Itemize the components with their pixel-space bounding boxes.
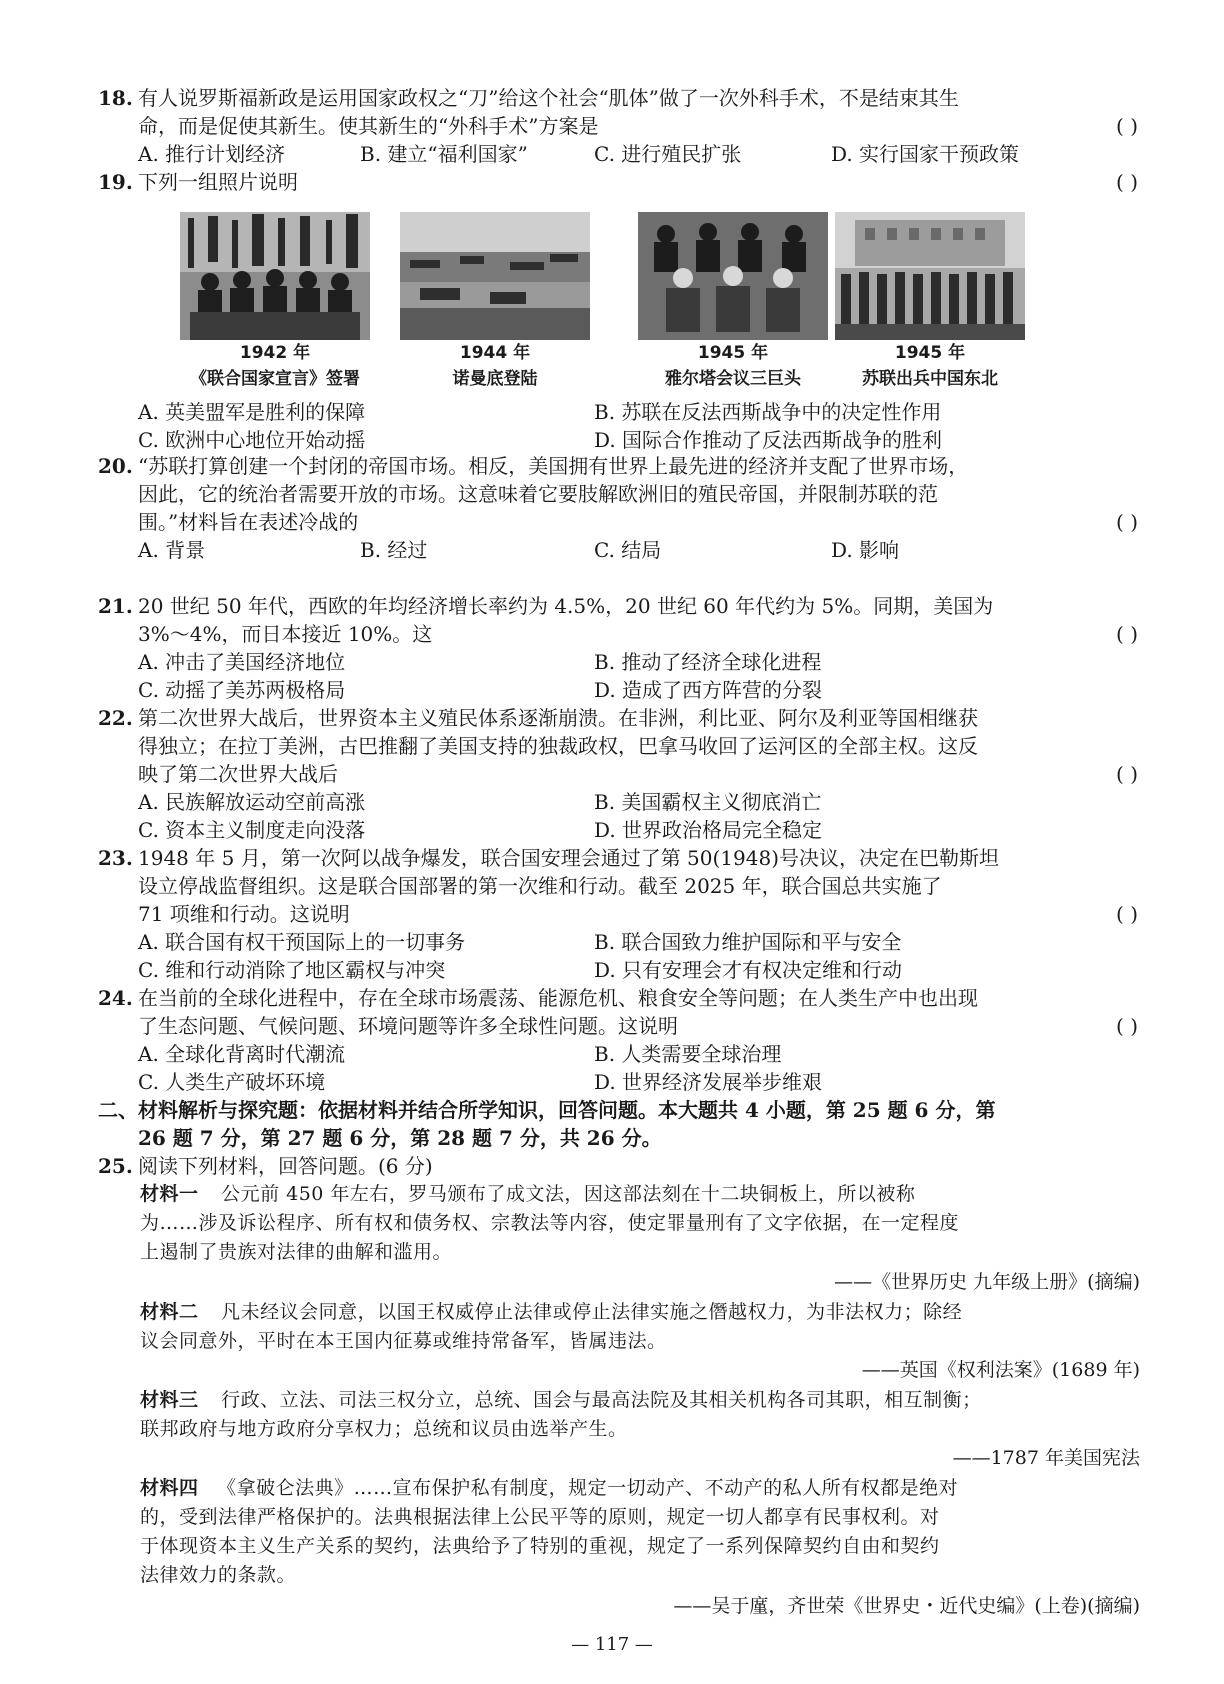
options-row (138, 536, 1138, 564)
material-label: 材料四 (140, 1477, 199, 1499)
question-text-line (138, 760, 1138, 788)
material-line: 的，受到法律严格保护的。法典根据法律上公民平等的原则，规定一切人都享有民事权利。对 (140, 1506, 940, 1528)
question-text-line: 第二次世界大战后，世界资本主义殖民体系逐渐崩溃。在非洲，利比亚、阿尔及利亚等国相继获 (138, 706, 978, 730)
material-text: 行政、立法、司法三权分立，总统、国会与最高法院及其相关机构各司其职，相互制衡； (221, 1389, 982, 1411)
question-text-line (138, 620, 1138, 648)
material-line (140, 1298, 1138, 1327)
option-d: D. 世界政治格局完全稳定 (594, 818, 823, 842)
option-a: A. 英美盟军是胜利的保障 (138, 400, 366, 424)
question-number: 22. (98, 706, 133, 730)
material-4 (140, 1474, 1138, 1590)
option-a: A. 全球化背离时代潮流 (138, 1042, 346, 1066)
photo-normandy-landing (400, 212, 590, 340)
photo-caption: 《联合国家宣言》签署 (190, 369, 360, 389)
material-line: 上遏制了贵族对法律的曲解和滥用。 (140, 1241, 453, 1263)
photo-year: 1944 年 (459, 343, 531, 363)
question-25 (98, 1152, 1138, 1180)
option-b: B. 联合国致力维护国际和平与安全 (594, 930, 902, 954)
option-a: A. 冲击了美国经济地位 (138, 650, 346, 674)
question-text-line: 得独立；在拉丁美洲，古巴推翻了美国支持的独裁政权，巴拿马收回了运河区的全部主权。这反 (138, 734, 978, 758)
option-a: A. 推行计划经济 (138, 142, 286, 166)
photo-group (180, 212, 1080, 402)
option-b: B. 经过 (360, 538, 428, 562)
question-text-line: 因此，它的统治者需要开放的市场。这意味着它要肢解欧洲旧的殖民帝国，并限制苏联的范 (138, 482, 938, 506)
option-b: B. 人类需要全球治理 (594, 1042, 782, 1066)
question-20 (98, 452, 1138, 564)
question-number: 20. (98, 454, 133, 478)
question-text-line: 阅读下列材料，回答问题。(6 分) (138, 1154, 433, 1178)
options-row (138, 1068, 1138, 1096)
section-heading-line: 二、材料解析与探究题：依据材料并结合所学知识，回答问题。本大题共 4 小题，第 25 题 6 分，第 (98, 1098, 996, 1122)
options-row (138, 1040, 1138, 1068)
question-number: 21. (98, 594, 133, 618)
material-line: 为……涉及诉讼程序、所有权和债务权、宗教法等内容，使定罪量刑有了文字依据，在一定程度 (140, 1212, 960, 1234)
question-23 (98, 844, 1138, 984)
option-d: D. 只有安理会才有权决定维和行动 (594, 958, 903, 982)
question-number: 24. (98, 986, 133, 1010)
section-heading-line: 26 题 7 分，第 27 题 6 分，第 28 题 7 分，共 26 分。 (138, 1126, 662, 1150)
question-21 (98, 592, 1138, 704)
question-text-line (138, 112, 1138, 140)
question-number: 25. (98, 1154, 133, 1178)
material-label: 材料一 (140, 1183, 199, 1205)
options-row (138, 788, 1138, 816)
option-c: C. 进行殖民扩张 (594, 142, 742, 166)
question-22 (98, 704, 1138, 844)
question-text: 围。”材料旨在表述冷战的 (138, 510, 359, 534)
photo-caption: 雅尔塔会议三巨头 (665, 369, 801, 389)
material-line: 联邦政府与地方政府分享权力；总统和议员由选举产生。 (140, 1418, 628, 1440)
photo-item (400, 212, 590, 392)
answer-parentheses: ( ) (1116, 510, 1138, 534)
question-text: 下列一组照片说明 (138, 170, 298, 194)
question-text-line: 有人说罗斯福新政是运用国家政权之“刀”给这个社会“肌体”做了一次外科手术，不是结束其生 (138, 86, 959, 110)
material-line (140, 1386, 1138, 1415)
question-text: 命，而是促使其新生。使其新生的“外科手术”方案是 (138, 114, 599, 138)
photo-year: 1942 年 (239, 343, 311, 363)
material-2 (140, 1298, 1138, 1356)
option-c: C. 人类生产破坏环境 (138, 1070, 326, 1094)
question-number: 19. (98, 170, 133, 194)
options-row (138, 140, 1138, 168)
option-a: A. 联合国有权干预国际上的一切事务 (138, 930, 466, 954)
option-b: B. 苏联在反法西斯战争中的决定性作用 (594, 400, 942, 424)
material-line: 法律效力的条款。 (140, 1564, 297, 1586)
option-b: B. 推动了经济全球化进程 (594, 650, 822, 674)
answer-parentheses: ( ) (1116, 762, 1138, 786)
option-d: D. 影响 (831, 538, 900, 562)
material-source: ——吴于廑，齐世荣《世界史・近代史编》(上卷)(摘编) (673, 1595, 1140, 1617)
material-label: 材料二 (140, 1301, 199, 1323)
material-line (140, 1180, 1138, 1209)
photo-caption: 苏联出兵中国东北 (862, 369, 998, 389)
question-text-line: “苏联打算创建一个封闭的帝国市场。相反，美国拥有世界上最先进的经济并支配了世界市场， (138, 454, 969, 478)
answer-parentheses: ( ) (1116, 170, 1138, 194)
option-c: C. 欧洲中心地位开始动摇 (138, 428, 366, 452)
material-text: 凡未经议会同意，以国王权威停止法律或停止法律实施之僭越权力，为非法权力；除经 (221, 1301, 963, 1323)
section-heading (98, 1096, 1138, 1152)
material-line: 议会同意外，平时在本王国内征募或维持常备军，皆属违法。 (140, 1330, 667, 1352)
option-d: D. 国际合作推动了反法西斯战争的胜利 (594, 428, 943, 452)
options-row (138, 648, 1138, 676)
material-1 (140, 1180, 1138, 1267)
options-row (138, 816, 1138, 844)
options-row (138, 928, 1138, 956)
options-row (138, 426, 1138, 454)
photo-item (638, 212, 828, 392)
answer-parentheses: ( ) (1116, 1014, 1138, 1038)
option-d: D. 世界经济发展举步维艰 (594, 1070, 823, 1094)
question-text-line: 20 世纪 50 年代，西欧的年均经济增长率约为 4.5%，20 世纪 60 年代约为 5%。同期，美国为 (138, 594, 994, 618)
option-d: D. 造成了西方阵营的分裂 (594, 678, 823, 702)
question-text-line: 1948 年 5 月，第一次阿以战争爆发，联合国安理会通过了第 50(1948)号决议，决定在巴勒斯坦 (138, 846, 1000, 870)
option-b: B. 美国霸权主义彻底消亡 (594, 790, 822, 814)
material-line (140, 1474, 1138, 1503)
material-3 (140, 1386, 1138, 1444)
question-text-line: 在当前的全球化进程中，存在全球市场震荡、能源危机、粮食安全等问题；在人类生产中也出现 (138, 986, 978, 1010)
options-row (138, 676, 1138, 704)
material-source: ——《世界历史 九年级上册》(摘编) (834, 1271, 1140, 1293)
page-number: — 117 — (571, 1634, 653, 1655)
material-line: 于体现资本主义生产关系的契约，法典给予了特别的重视，规定了一系列保障契约自由和契约 (140, 1535, 940, 1557)
answer-parentheses: ( ) (1116, 902, 1138, 926)
options-row (138, 956, 1138, 984)
material-text: 《拿破仑法典》……宣布保护私有制度，规定一切动产、不动产的私人所有权都是绝对 (217, 1477, 959, 1499)
options-row (138, 398, 1138, 426)
question-text: 71 项维和行动。这说明 (138, 902, 350, 926)
option-b: B. 建立“福利国家” (360, 142, 528, 166)
question-text: 3%～4%，而日本接近 10%。这 (138, 622, 433, 646)
question-text: 映了第二次世界大战后 (138, 762, 338, 786)
option-d: D. 实行国家干预政策 (831, 142, 1020, 166)
material-label: 材料三 (140, 1389, 199, 1411)
answer-parentheses: ( ) (1116, 114, 1138, 138)
question-number: 23. (98, 846, 133, 870)
material-source: ——英国《权利法案》(1689 年) (861, 1359, 1140, 1381)
question-text-line (138, 1012, 1138, 1040)
photo-soviet-troops-northeast (835, 212, 1025, 340)
question-19 (98, 168, 1138, 196)
material-source: ——1787 年美国宪法 (952, 1447, 1140, 1469)
answer-parentheses: ( ) (1116, 622, 1138, 646)
question-text-line (138, 508, 1138, 536)
photo-year: 1945 年 (894, 343, 966, 363)
question-18 (98, 84, 1138, 168)
question-19-options (98, 398, 1138, 454)
option-c: C. 资本主义制度走向没落 (138, 818, 366, 842)
question-text: 了生态问题、气候问题、环境问题等许多全球性问题。这说明 (138, 1014, 678, 1038)
question-24 (98, 984, 1138, 1096)
question-number: 18. (98, 86, 133, 110)
photo-year: 1945 年 (697, 343, 769, 363)
question-text-line (138, 900, 1138, 928)
photo-caption: 诺曼底登陆 (452, 369, 538, 389)
photo-yalta-big-three (638, 212, 828, 340)
option-a: A. 背景 (138, 538, 206, 562)
question-text-line (138, 168, 1138, 196)
material-text: 公元前 450 年左右，罗马颁布了成文法，因这部法刻在十二块铜板上，所以被称 (221, 1183, 916, 1205)
photo-declaration-signing (180, 212, 370, 340)
option-a: A. 民族解放运动空前高涨 (138, 790, 366, 814)
photo-item (180, 212, 370, 392)
option-c: C. 维和行动消除了地区霸权与冲突 (138, 958, 446, 982)
option-c: C. 动摇了美苏两极格局 (138, 678, 346, 702)
option-c: C. 结局 (594, 538, 662, 562)
photo-item (835, 212, 1025, 392)
question-text-line: 设立停战监督组织。这是联合国部署的第一次维和行动。截至 2025 年，联合国总共实施了 (138, 874, 942, 898)
